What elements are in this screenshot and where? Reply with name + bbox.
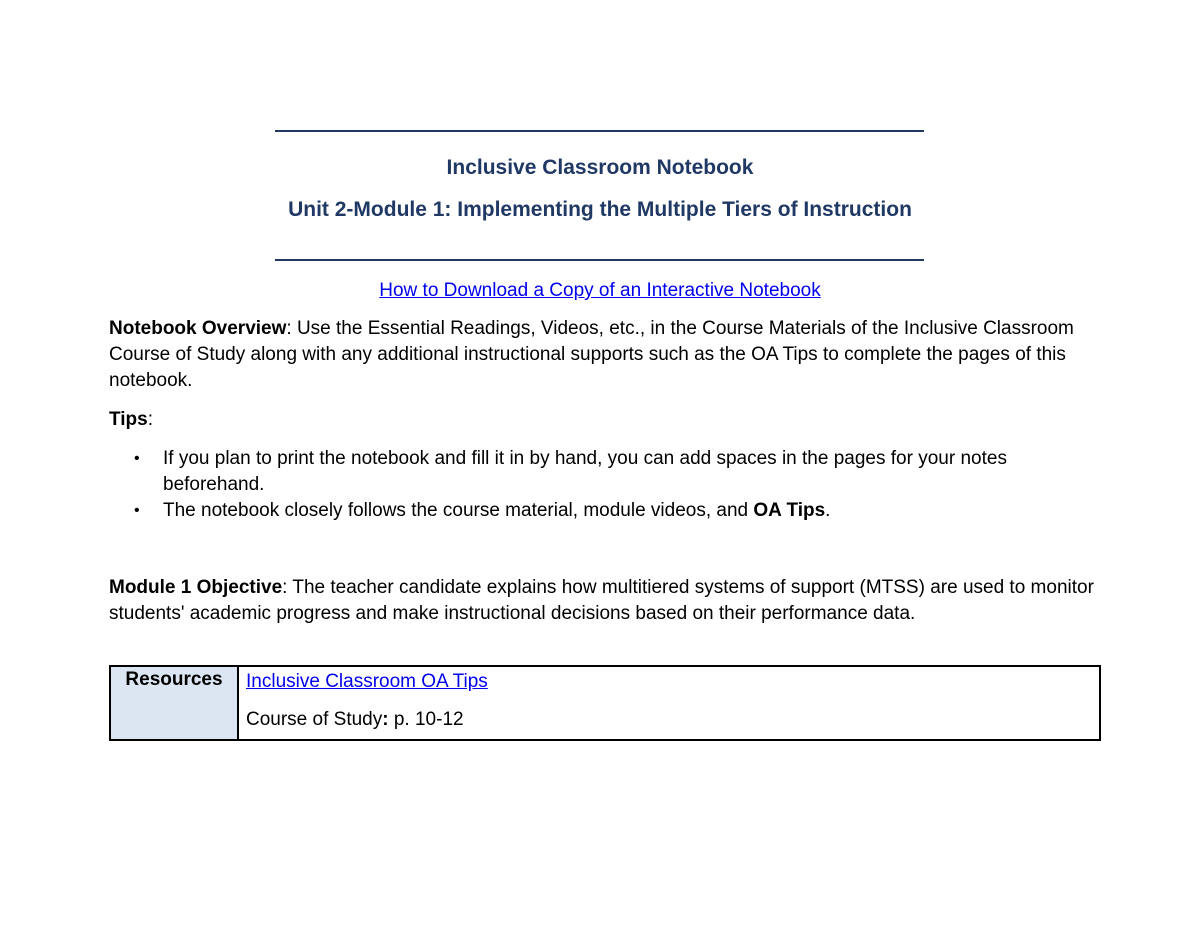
oa-tips-link[interactable]: Inclusive Classroom OA Tips xyxy=(246,671,488,692)
tips-label: Tips xyxy=(109,409,148,430)
tips-colon: : xyxy=(147,409,153,430)
notebook-overview xyxy=(109,316,1099,394)
list-item xyxy=(109,498,1099,524)
tip-text: If you plan to print the notebook and fill it in by hand, you can add spaces in the pages for your notes beforehand. xyxy=(163,448,1007,495)
list-item xyxy=(109,446,1099,498)
top-divider xyxy=(275,130,924,132)
download-link-container xyxy=(0,278,1200,304)
resources-table xyxy=(109,665,1101,741)
bullet-icon: • xyxy=(134,450,140,467)
module-title: Unit 2-Module 1: Implementing the Multiple Tiers of Instruction xyxy=(288,198,912,221)
module-objective xyxy=(109,575,1099,627)
bottom-divider xyxy=(275,259,924,261)
course-of-study-line xyxy=(246,707,1099,733)
resources-label: Resources xyxy=(110,666,238,740)
objective-text: : The teacher candidate explains how multitiered systems of support (MTSS) are used to monitor students' academic progress and make instructional decisions based on their performance data. xyxy=(109,577,1094,624)
tips-list xyxy=(109,446,1099,524)
download-notebook-link[interactable]: How to Download a Copy of an Interactive Notebook xyxy=(379,280,821,301)
tip-bold-text: OA Tips xyxy=(753,500,826,521)
objective-label: Module 1 Objective xyxy=(109,577,283,598)
table-row xyxy=(110,666,1100,740)
course-label: Course of Study xyxy=(246,709,383,730)
notebook-title: Inclusive Classroom Notebook xyxy=(446,156,754,179)
course-colon: : xyxy=(382,709,389,730)
overview-label: Notebook Overview xyxy=(109,318,287,339)
bullet-icon: • xyxy=(134,502,140,519)
overview-text: : Use the Essential Readings, Videos, etc., in the Course Materials of the Inclusive Classroom Course of Study along with any additional instructional supports such as the OA Tips to complete the pages of this notebook. xyxy=(109,318,1074,391)
resources-cell xyxy=(238,666,1100,740)
tips-heading xyxy=(109,407,1099,433)
tip-text: The notebook closely follows the course material, module videos, and xyxy=(163,500,754,521)
course-pages: p. 10-12 xyxy=(388,709,464,730)
tip-text-end: . xyxy=(825,500,831,521)
